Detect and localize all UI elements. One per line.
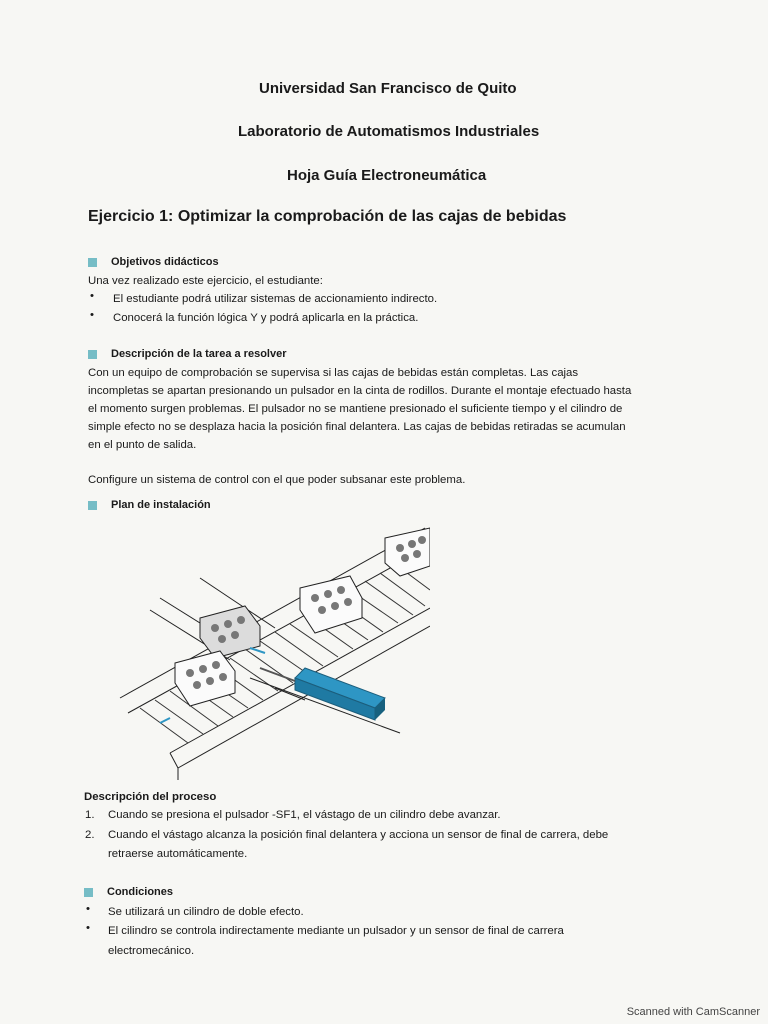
task-line: incompletas se apartan presionando un pulsador en la cinta de rodillos. Durante el montaje efectuado hasta — [88, 385, 632, 397]
university-title: Universidad San Francisco de Quito — [259, 80, 517, 97]
task-line: el momento surgen problemas. El pulsador no se mantiene presionado el suficiente tiempo y el cilindro de — [88, 403, 623, 415]
objectives-intro: Una vez realizado este ejercicio, el estudiante: — [88, 275, 323, 287]
section-square-icon — [84, 888, 93, 897]
process-step-cont: retraerse automáticamente. — [108, 848, 248, 860]
plan-heading-label: Plan de instalación — [111, 499, 211, 511]
objectives-heading — [88, 256, 219, 268]
bullet-dot-icon: • — [90, 309, 94, 321]
condition-item-cont: electromecánico. — [108, 945, 195, 957]
bullet-dot-icon: • — [90, 290, 94, 302]
exercise-title: Ejercicio 1: Optimizar la comprobación de las cajas de bebidas — [88, 208, 567, 225]
conditions-heading — [84, 886, 173, 898]
task-heading-label: Descripción de la tarea a resolver — [111, 348, 287, 360]
objective-item: El estudiante podrá utilizar sistemas de accionamiento indirecto. — [113, 293, 438, 305]
section-square-icon — [88, 258, 97, 267]
process-step-number: 1. — [85, 809, 95, 821]
pneumatic-cylinder-icon — [260, 668, 385, 720]
scanner-watermark: Scanned with CamScanner — [626, 1006, 760, 1018]
condition-item: Se utilizará un cilindro de doble efecto. — [108, 906, 304, 918]
process-step: Cuando se presiona el pulsador -SF1, el vástago de un cilindro debe avanzar. — [108, 809, 501, 821]
objective-item: Conocerá la función lógica Y y podrá aplicarla en la práctica. — [113, 312, 419, 324]
bullet-dot-icon: • — [86, 922, 90, 934]
bullet-dot-icon: • — [86, 903, 90, 915]
task-configure: Configure un sistema de control con el que poder subsanar este problema. — [88, 474, 466, 486]
conditions-heading-label: Condiciones — [107, 886, 174, 898]
section-square-icon — [88, 350, 97, 359]
task-heading — [88, 348, 286, 360]
conveyor-illustration — [100, 518, 430, 780]
task-line: Con un equipo de comprobación se supervisa si las cajas de bebidas están completas. Las cajas — [88, 367, 579, 379]
process-heading: Descripción del proceso — [84, 791, 217, 803]
task-line: simple efecto no se desplaza hacia la posición final delantera. Las cajas de bebidas retiradas se acumulan — [88, 421, 626, 433]
condition-item: El cilindro se controla indirectamente mediante un pulsador y un sensor de final de carrera — [108, 925, 564, 937]
lab-title: Laboratorio de Automatismos Industriales — [238, 123, 540, 140]
objectives-heading-label: Objetivos didácticos — [111, 256, 219, 268]
process-step: Cuando el vástago alcanza la posición final delantera y acciona un sensor de final de carrera, debe — [108, 829, 609, 841]
process-step-number: 2. — [85, 829, 95, 841]
guide-title: Hoja Guía Electroneumática — [287, 167, 487, 184]
plan-heading — [88, 499, 211, 511]
task-line: en el punto de salida. — [88, 439, 197, 451]
section-square-icon — [88, 501, 97, 510]
